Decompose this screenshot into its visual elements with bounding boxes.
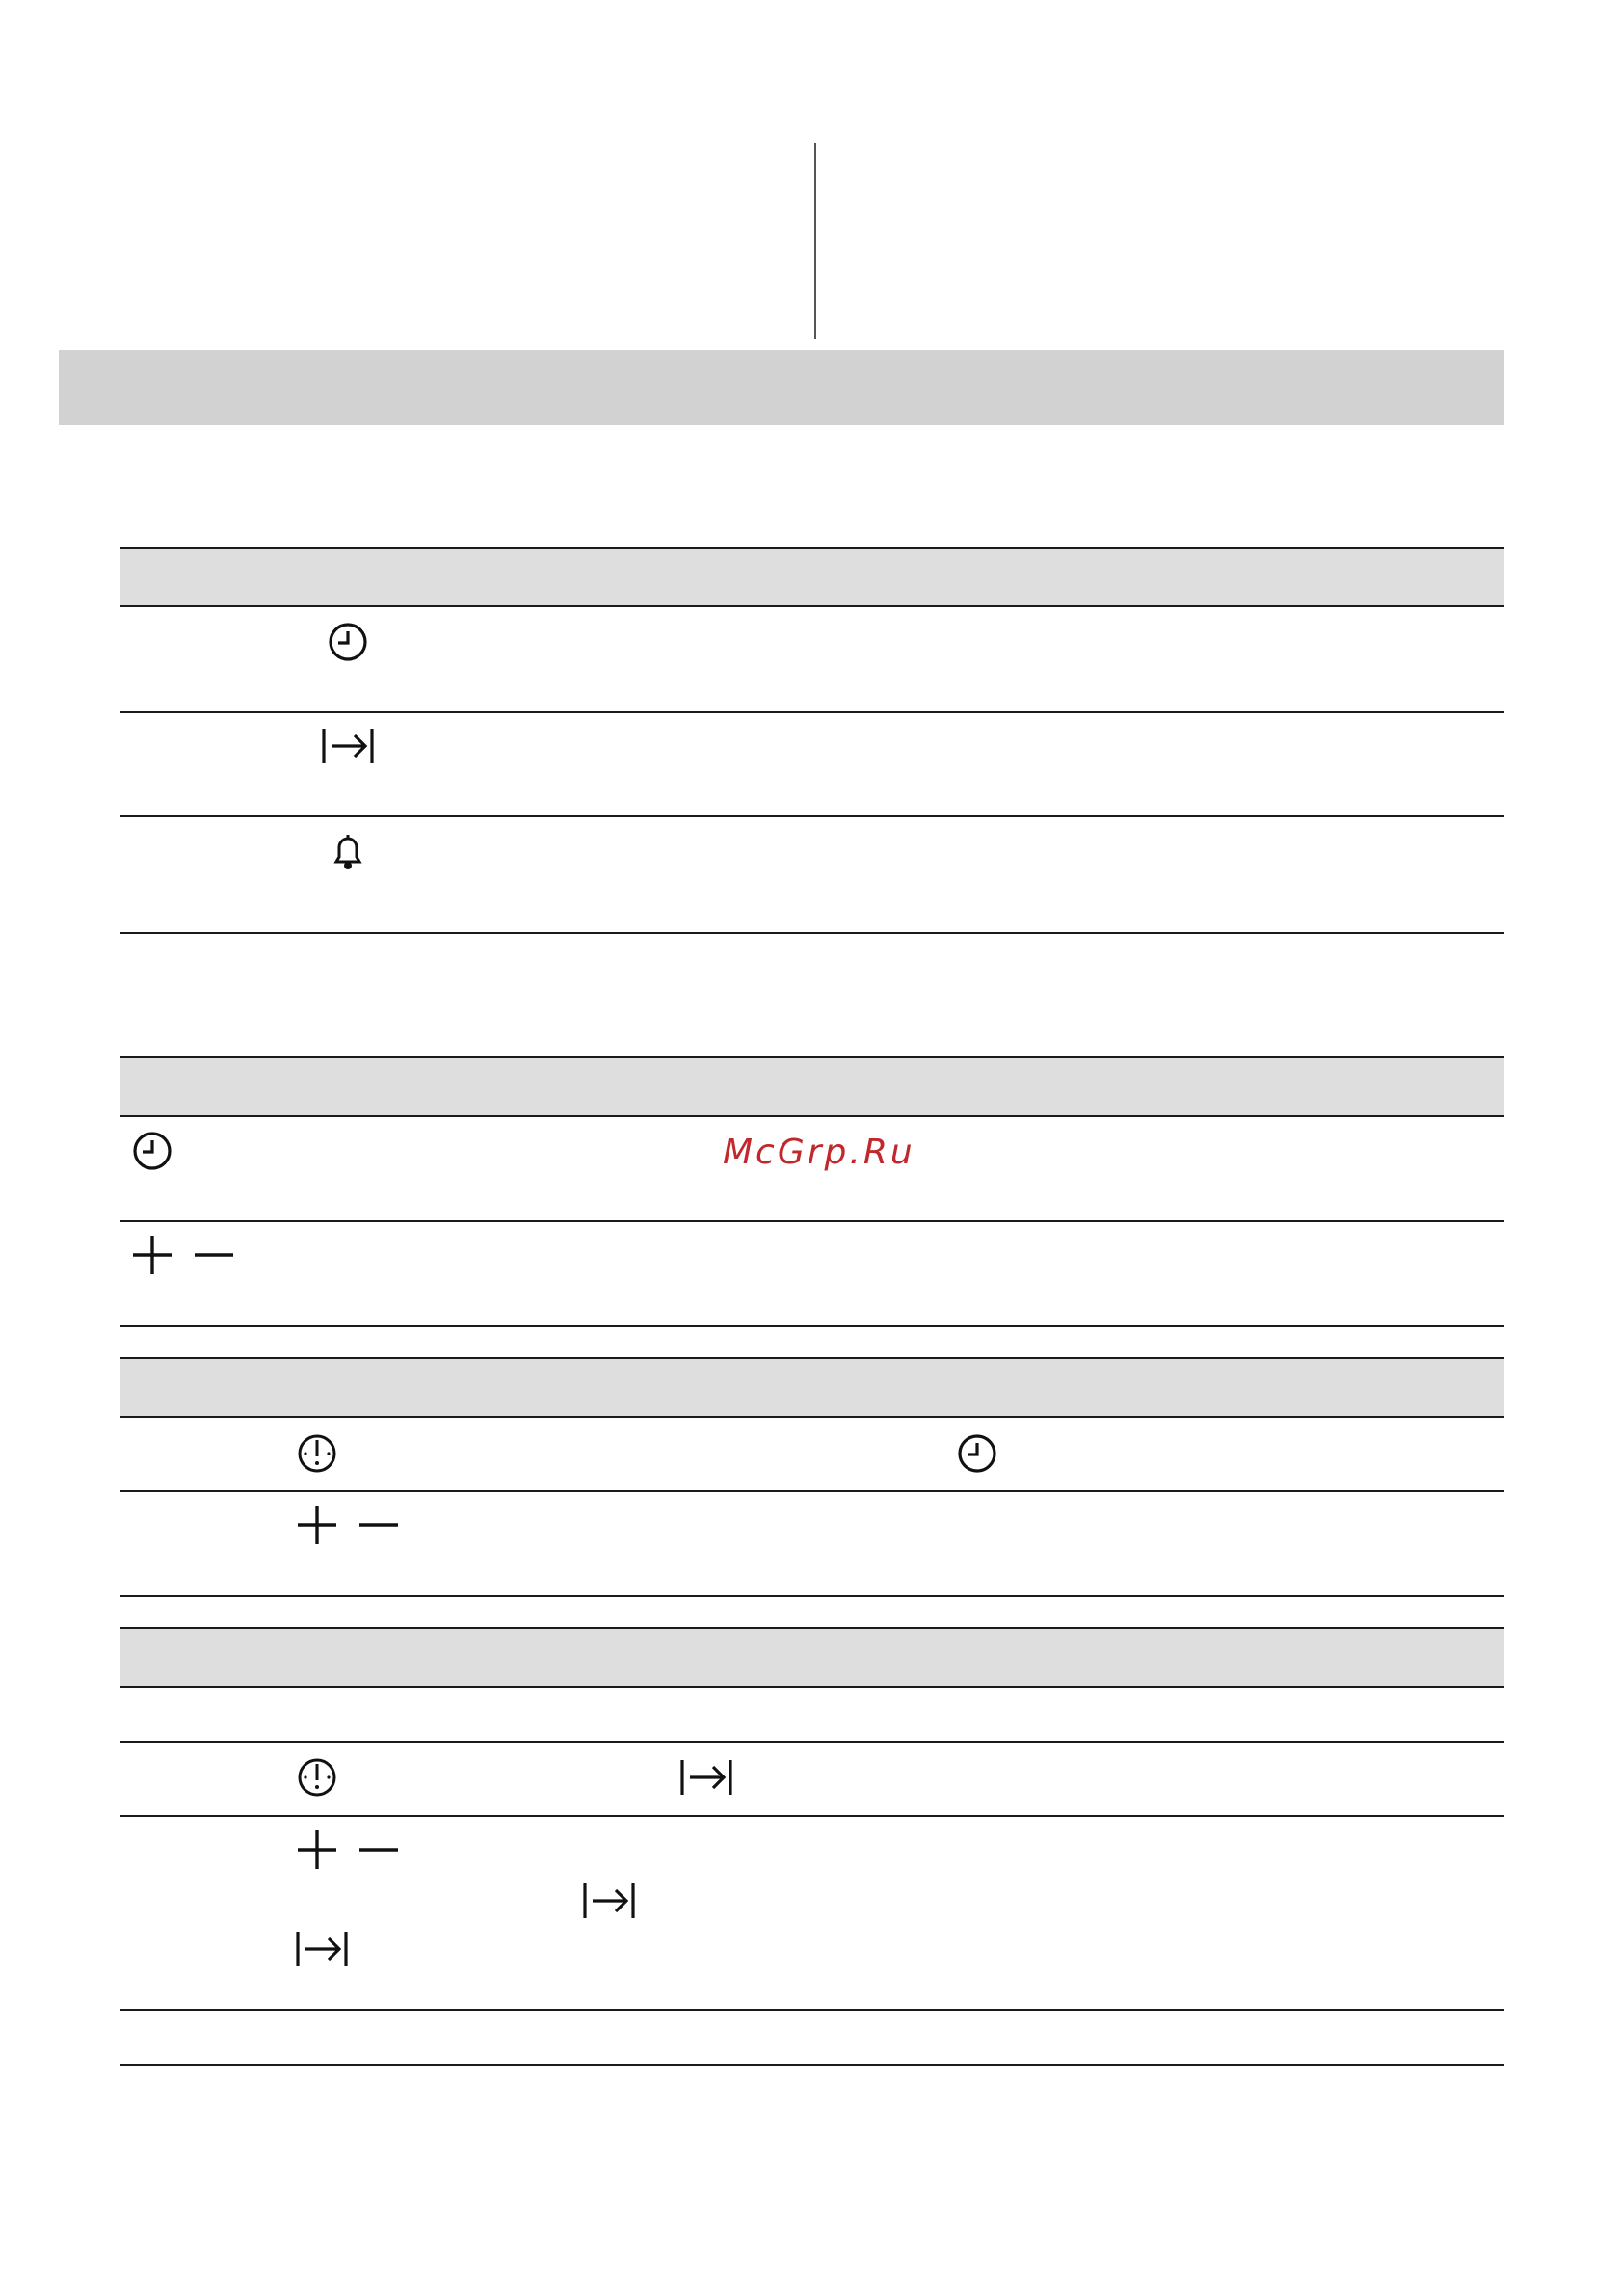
function-dial-icon — [294, 1754, 340, 1801]
minus-icon — [356, 1502, 402, 1548]
table-2-row-rule — [120, 1220, 1504, 1222]
table-4-row-rule — [120, 1741, 1504, 1743]
table-3-bottom-rule — [120, 1595, 1504, 1597]
table-2-header — [120, 1057, 1504, 1115]
watermark: McGrp.Ru — [723, 1133, 915, 1172]
duration-arrow-icon — [581, 1878, 637, 1924]
plus-icon — [294, 1502, 340, 1548]
function-dial-icon — [294, 1430, 340, 1477]
column-divider — [814, 143, 816, 339]
table-3-row-rule — [120, 1490, 1504, 1492]
table-4-row-rule — [120, 2009, 1504, 2011]
table-3-top-rule — [120, 1357, 1504, 1359]
table-1-row-rule — [120, 815, 1504, 817]
table-2-header-rule — [120, 1115, 1504, 1117]
duration-arrow-icon — [294, 1926, 350, 1972]
bell-icon — [325, 827, 371, 873]
plus-icon — [294, 1827, 340, 1873]
table-1-bottom-rule — [120, 932, 1504, 934]
clock-icon — [129, 1128, 175, 1174]
table-1-header-rule — [120, 605, 1504, 607]
table-4-bottom-rule — [120, 2064, 1504, 2066]
table-3-header — [120, 1358, 1504, 1416]
table-2-top-rule — [120, 1056, 1504, 1058]
section-heading-band — [59, 350, 1504, 425]
table-4-top-rule — [120, 1627, 1504, 1629]
table-1-top-rule — [120, 547, 1504, 549]
table-2-bottom-rule — [120, 1325, 1504, 1327]
clock-icon — [325, 619, 371, 665]
duration-arrow-icon — [320, 723, 376, 769]
table-1-row-rule — [120, 711, 1504, 713]
clock-icon — [954, 1430, 1000, 1477]
table-4-header — [120, 1628, 1504, 1686]
duration-arrow-icon — [678, 1754, 734, 1801]
table-4-header-rule — [120, 1686, 1504, 1688]
minus-icon — [356, 1827, 402, 1873]
plus-icon — [129, 1232, 175, 1278]
minus-icon — [191, 1232, 237, 1278]
table-3-header-rule — [120, 1416, 1504, 1418]
table-4-row-rule — [120, 1815, 1504, 1817]
table-1-header — [120, 548, 1504, 606]
